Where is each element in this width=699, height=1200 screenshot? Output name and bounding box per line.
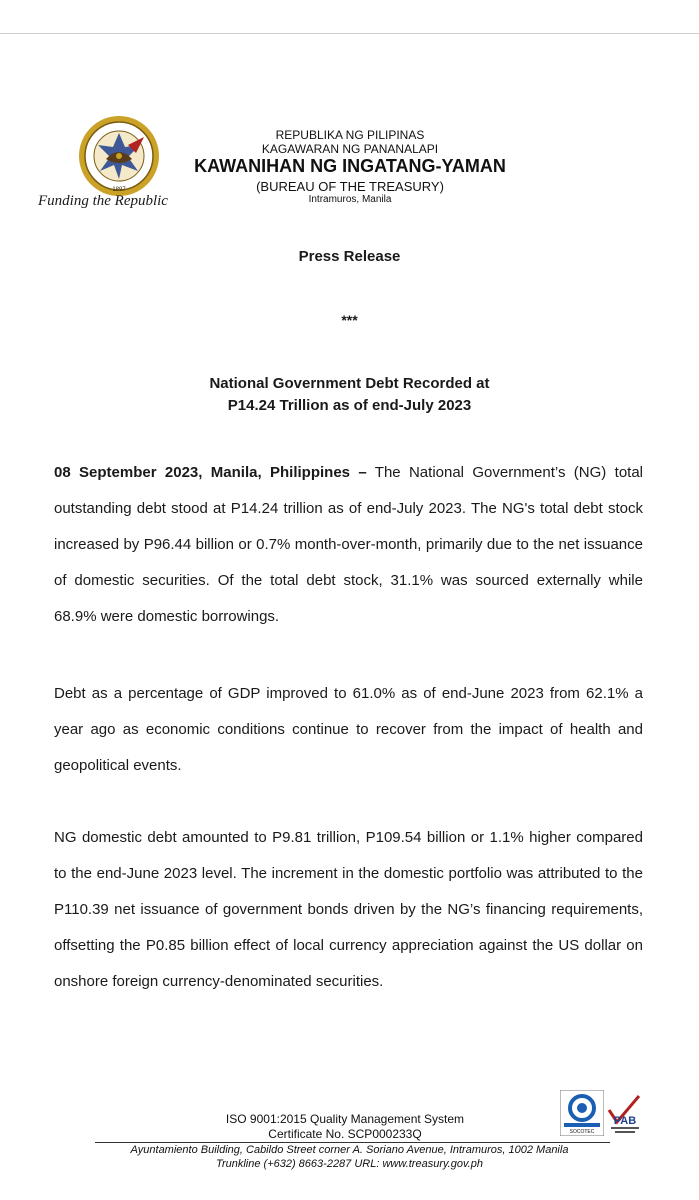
iso-statement: ISO 9001:2015 Quality Management System: [225, 1112, 465, 1126]
tagline: Funding the Republic: [38, 193, 168, 209]
contact-info: Trunkline (+632) 8663-2287 URL: www.treasury.gov.ph: [216, 1158, 483, 1170]
footer-divider: [95, 1142, 610, 1143]
treasury-seal-icon: [78, 115, 160, 197]
dateline: 08 September 2023, Manila, Philippines –: [54, 464, 367, 481]
scan-top-edge: [0, 0, 699, 10]
paragraph-3: NG domestic debt amounted to P9.81 trillion, P109.54 billion or 1.1% higher compared to the end-June 2023 level. The increment in the domestic portfolio was attributed to the P110.39 net issuance of government bonds driven by the NG’s financing requirements, offsetting the P0.85 billion effect of local currency appreciation against the US dollar on onshore foreign currency-denominated securities.: [54, 829, 643, 990]
address: Ayuntamiento Building, Cabildo Street corner A. Soriano Avenue, Intramuros, 1002 Manila: [130, 1144, 569, 1156]
agency-english: (BUREAU OF THE TREASURY): [256, 179, 444, 194]
republic-heading: REPUBLIKA NG PILIPINAS: [275, 128, 425, 142]
location: Intramuros, Manila: [308, 194, 392, 205]
seal-year: 1897: [112, 187, 126, 193]
pab-label: PAB: [613, 1115, 637, 1127]
department-heading: KAGAWARAN NG PANANALAPI: [261, 142, 439, 156]
release-title-line2: P14.24 Trillion as of end-July 2023: [227, 397, 472, 414]
certificate-number: Certificate No. SCP000233Q: [268, 1127, 422, 1141]
top-divider: [0, 33, 699, 34]
separator: ***: [341, 312, 358, 328]
release-title-line1: National Government Debt Recorded at: [209, 375, 490, 392]
paragraph-1-text: The National Government’s (NG) total outstanding debt stood at P14.24 trillion as of end-July 2023. The NG's total debt stock increased by P96.44 billion or 0.7% month-over-month, primarily due to the net issuance of domestic securities. Of the total debt stock, 31.1% was sourced externally while 68.9% were domestic borrowings.: [54, 464, 643, 625]
agency-heading: KAWANIHAN NG INGATANG-YAMAN: [194, 156, 506, 176]
socotec-label: SOCOTEC: [569, 1129, 595, 1135]
document-type: Press Release: [298, 248, 401, 265]
paragraph-2: Debt as a percentage of GDP improved to 61.0% as of end-June 2023 from 62.1% a year ago as economic conditions continue to recover from the impact of health and geopolitical events.: [54, 685, 643, 774]
paragraph-1: [54, 455, 643, 635]
